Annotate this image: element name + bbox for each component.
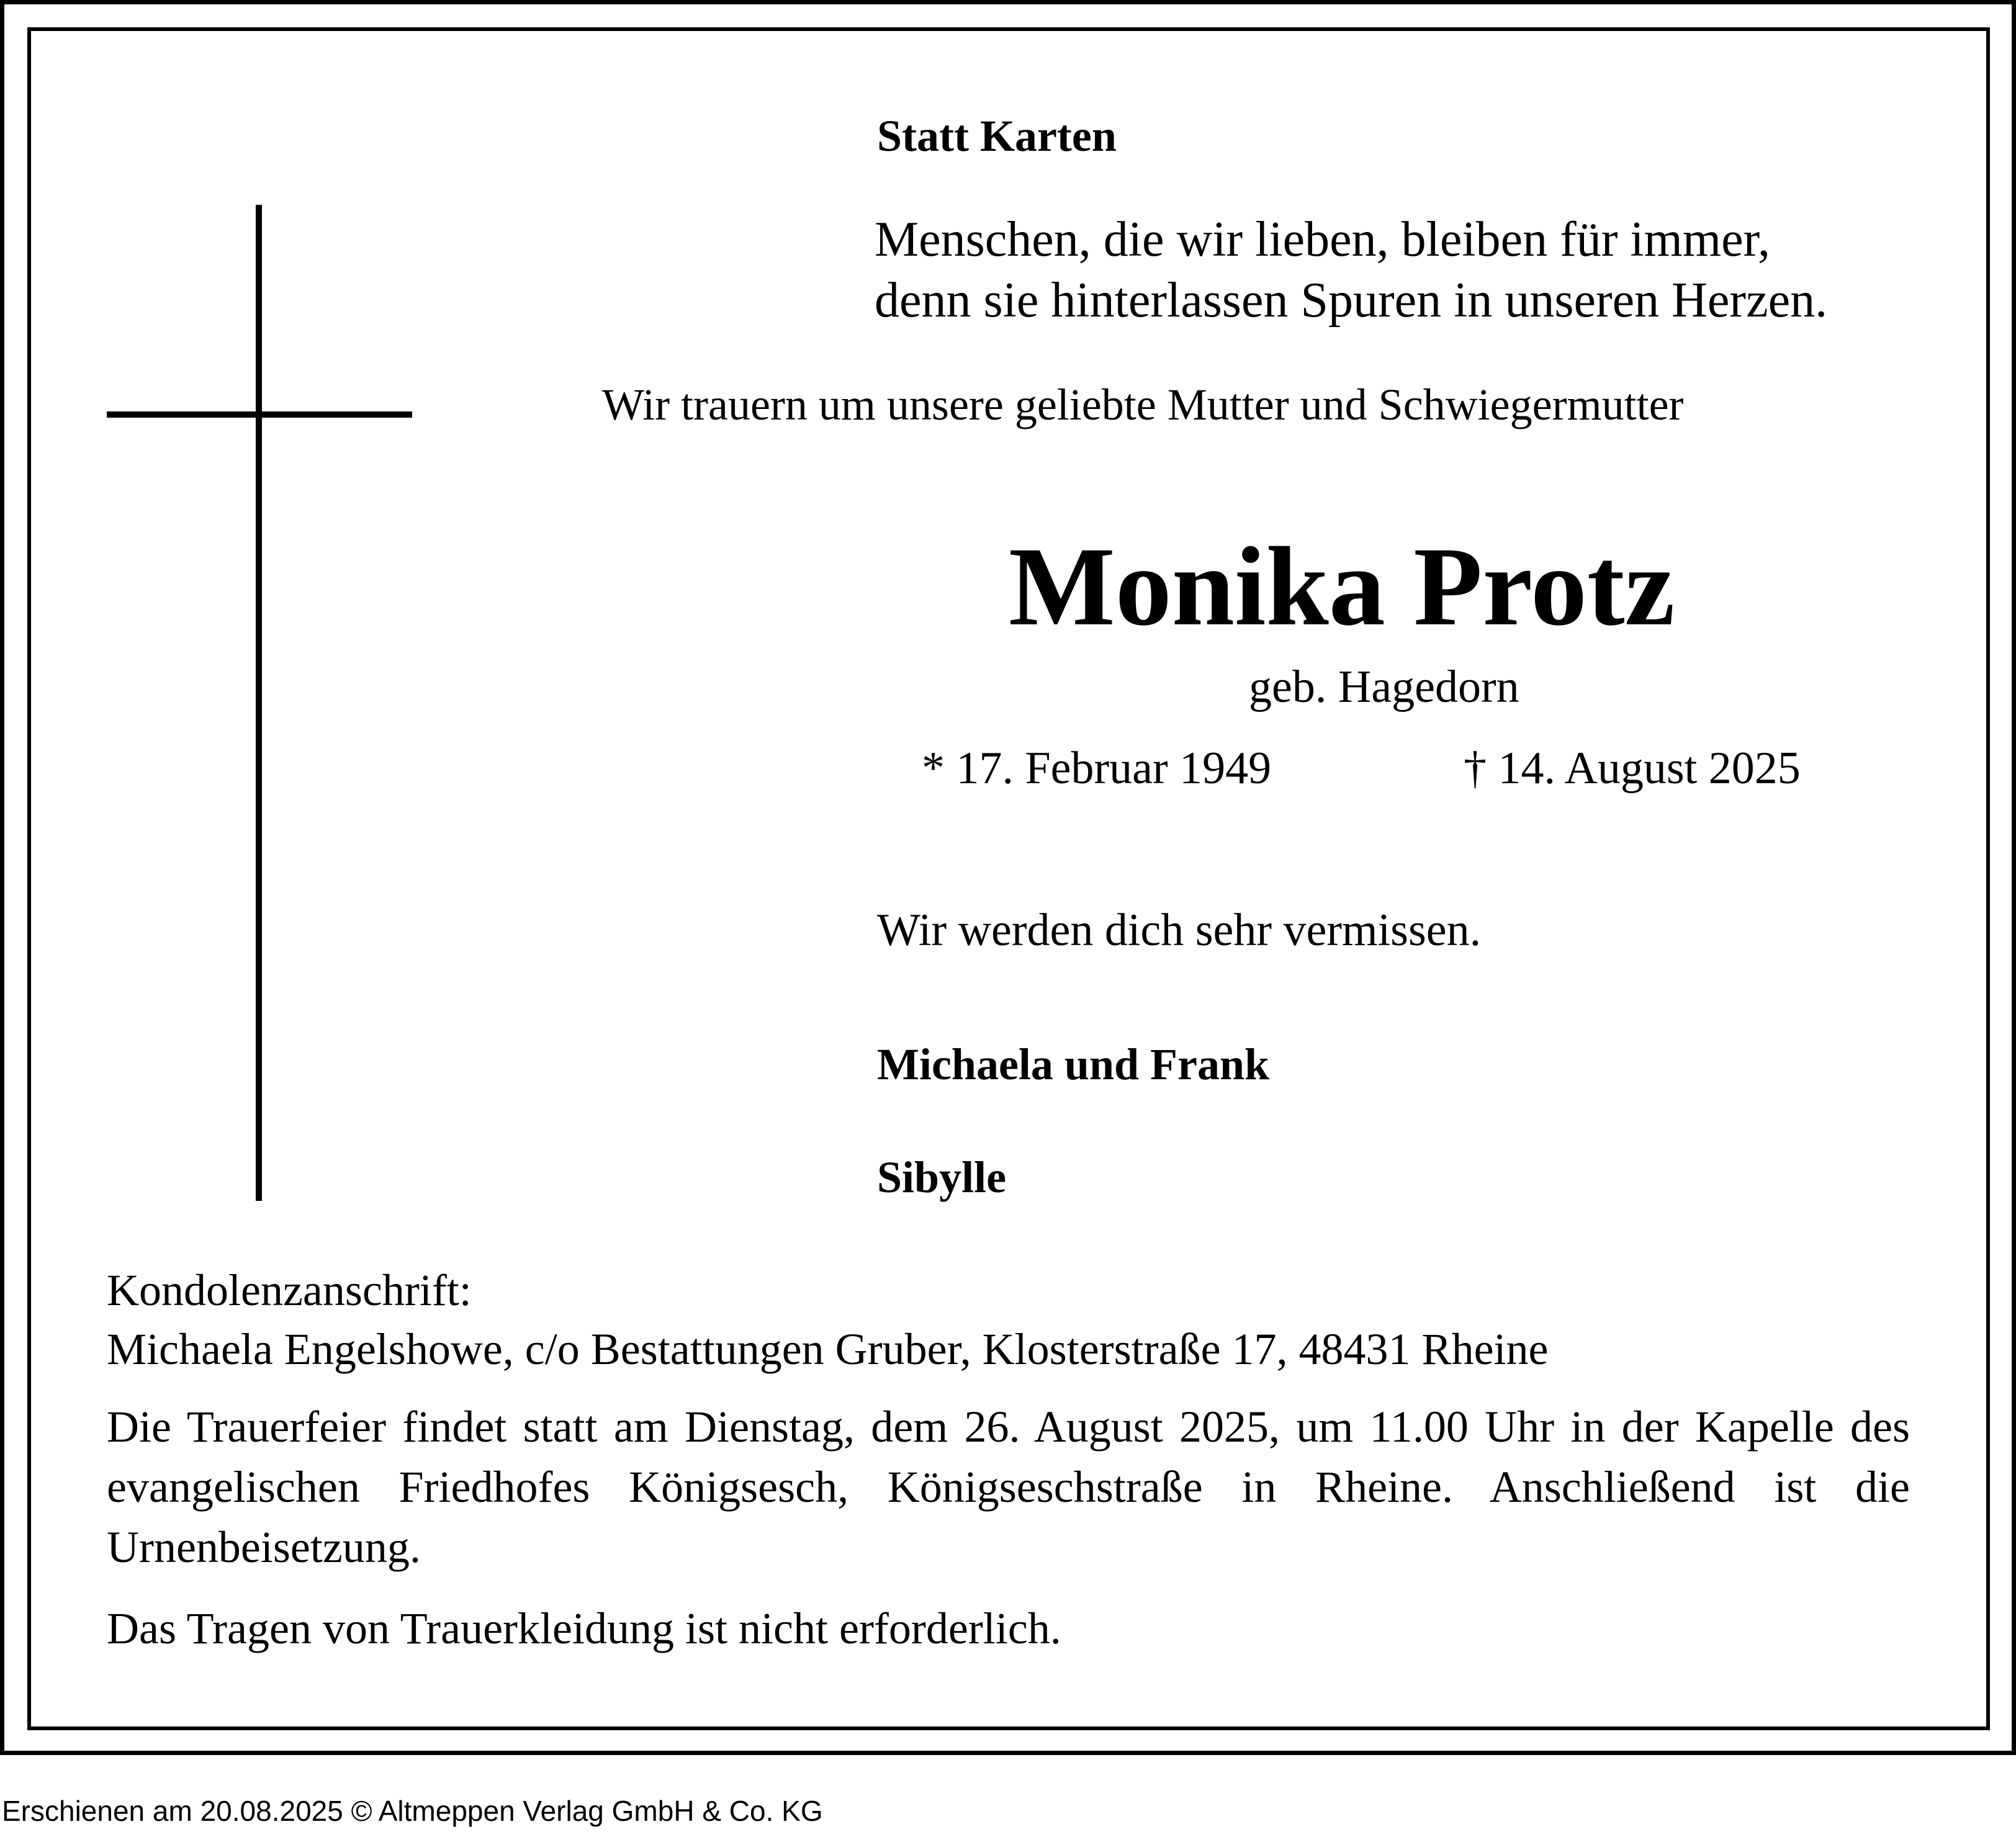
mourning-line: Wir trauern um unsere geliebte Mutter und Schwiegermutter <box>602 380 1684 429</box>
mourner-2: Sibylle <box>877 1152 1007 1202</box>
birth-date: * 17. Februar 1949 <box>922 743 1272 794</box>
condolence-label: Kondolenzanschrift: <box>107 1265 472 1315</box>
deceased-name: Monika Protz <box>1009 524 1675 649</box>
cross-icon <box>256 205 262 1201</box>
statt-karten-heading: Statt Karten <box>877 111 1117 161</box>
publication-footer: Erschienen am 20.08.2025 © Altmeppen Verlag GmbH & Co. KG <box>2 1795 823 1827</box>
condolence-address: Michaela Engelshowe, c/o Bestattungen Gruber, Klosterstraße 17, 48431 Rheine <box>107 1324 1549 1374</box>
quote-line-1: Menschen, die wir lieben, bleiben für immer, <box>875 212 1771 267</box>
farewell-line: Wir werden dich sehr vermissen. <box>877 905 1482 956</box>
cross-icon-beam <box>107 411 412 418</box>
maiden-name: geb. Hagedorn <box>1249 662 1519 712</box>
ceremony-paragraph: Die Trauerfeier findet statt am Dienstag, dem 26. August 2025, um 11.00 Uhr in der Kapelle des evangelischen Friedhofes Königsesch, Königseschstraße in Rheine. Anschließend ist die Urnenbeisetzung. <box>107 1402 1910 1572</box>
quote-line-2: denn sie hinterlassen Spuren in unseren Herzen. <box>875 273 1828 328</box>
dress-note: Das Tragen von Trauerkleidung ist nicht erforderlich. <box>107 1604 1061 1653</box>
death-date: † 14. August 2025 <box>1464 743 1801 794</box>
mourner-1: Michaela und Frank <box>877 1039 1270 1089</box>
